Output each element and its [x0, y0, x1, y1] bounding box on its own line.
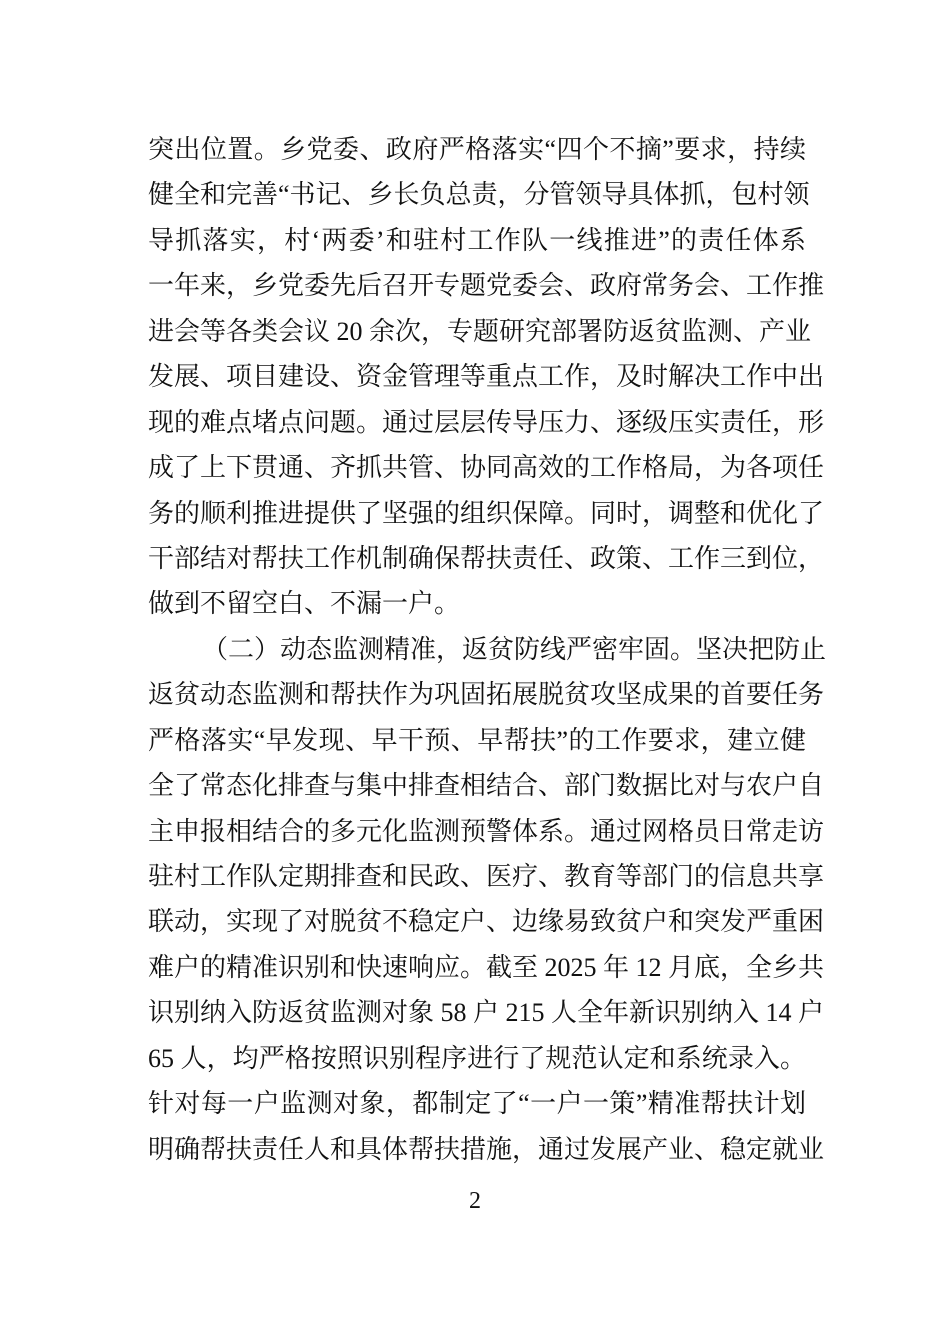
- text-line: 返贫动态监测和帮扶作为巩固拓展脱贫攻坚成果的首要任务: [148, 680, 825, 710]
- text-line: 现的难点堵点问题。通过层层传导压力、逐级压实责任，形: [148, 407, 825, 437]
- text-line: 进会等各类会议 20 余次，专题研究部署防返贫监测、产业: [148, 316, 812, 346]
- text-line: 针对每一户监测对象，都制定了“一户一策”精准帮扶计划: [148, 1089, 806, 1119]
- text-line: 健全和完善“书记、乡长负总责，分管领导具体抓，包村领: [148, 180, 810, 210]
- text-line: 发展、项目建设、资金管理等重点工作，及时解决工作中出: [148, 362, 825, 392]
- text-line: 全了常态化排查与集中排查相结合、部门数据比对与农户自: [148, 771, 825, 801]
- text-line: 严格落实“早发现、早干预、早帮扶”的工作要求，建立健: [148, 725, 806, 755]
- document-body: [148, 127, 827, 1172]
- page-number: 2: [469, 1188, 481, 1214]
- text-line: 做到不留空白、不漏一户。: [148, 589, 461, 619]
- text-line: 明确帮扶责任人和具体帮扶措施，通过发展产业、稳定就业: [148, 1134, 825, 1164]
- text-line: 成了上下贯通、齐抓共管、协同高效的工作格局，为各项任: [148, 453, 825, 483]
- text-line: 65 人，均严格按照识别程序进行了规范认定和系统录入。: [148, 1043, 806, 1073]
- text-line: 干部结对帮扶工作机制确保帮扶责任、政策、工作三到位，: [148, 543, 825, 573]
- text-line: 一年来，乡党委先后召开专题党委会、政府常务会、工作推: [148, 271, 825, 301]
- text-line: 务的顺利推进提供了坚强的组织保障。同时，调整和优化了: [148, 498, 825, 528]
- text-line: 难户的精准识别和快速响应。截至 2025 年 12 月底，全乡共: [148, 952, 825, 982]
- section-heading-line: （二）动态监测精准，返贫防线严密牢固。坚决把防止: [202, 634, 827, 664]
- text-line: 导抓落实，村‘两委’和驻村工作队一线推进”的责任体系: [148, 225, 806, 255]
- text-line: 主申报相结合的多元化监测预警体系。通过网格员日常走访: [148, 816, 825, 846]
- text-line: 突出位置。乡党委、政府严格落实“四个不摘”要求，持续: [148, 135, 806, 164]
- text-line: 识别纳入防返贫监测对象 58 户 215 人全年新识别纳入 14 户: [148, 998, 825, 1028]
- text-line: 驻村工作队定期排查和民政、医疗、教育等部门的信息共享: [148, 862, 825, 891]
- text-line: 联动，实现了对脱贫不稳定户、边缘易致贫户和突发严重困: [148, 907, 825, 937]
